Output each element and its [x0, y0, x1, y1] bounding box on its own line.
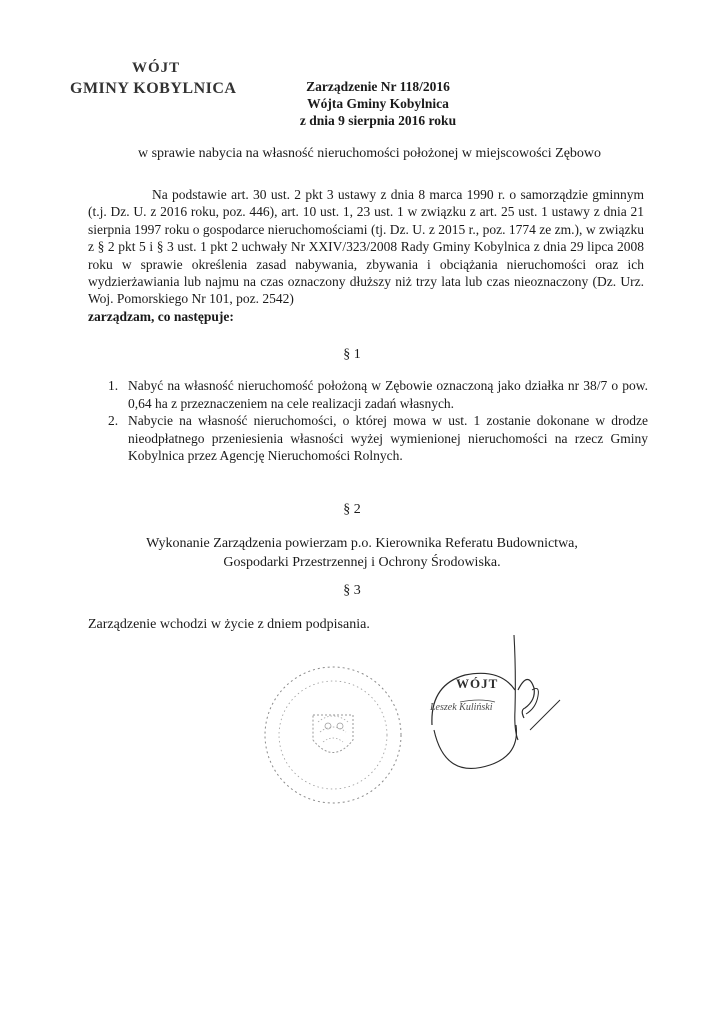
legal-basis-text: Na podstawie art. 30 ust. 2 pkt 3 ustawy z dnia 8 marca 1990 r. o samorządzie gminnym (t.j. Dz. U. z 2016 roku, poz. 446), art. 10 ust. 1, 23 ust. 1 w związku z art. 25 ust. 1 ustawy z dnia 21 sierpnia 1997 roku o gospodarce nieruchomościami (tj. Dz. U. z 2015 r., poz. 1774 ze zm.), w związku z § 2 pkt 5 i § 3 ust. 1 pkt 2 uchwały Nr XXIV/323/2008 Rady Gminy Kobylnica z dnia 29 lipca 2008 roku w sprawie określenia zasad nabywania, zbywania i obciążania nieruchomości oraz ich wydzierżawiania lub najmu na czas oznaczony dłuższy niż trzy lata lub czas nieoznaczony (Dz. Urz. Woj. Pomorskiego Nr 101, poz. 2542): [88, 187, 644, 307]
list-item-text: Nabycie na własność nieruchomości, o której mowa w ust. 1 zostanie dokonane w drodze nieodpłatnego przeniesienia własności wyżej wymienionej nieruchomości na rzecz Gminy Kobylnica przez Agencję Nieruchomości Rolnych.: [128, 413, 648, 463]
title-line2: Wójta Gminy Kobylnica: [307, 96, 449, 111]
list-item: [108, 412, 648, 465]
section-3-mark: § 3: [343, 583, 361, 598]
header-stamp-line2: GMINY KOBYLNICA: [70, 80, 237, 97]
list-item-text: Nabyć na własność nieruchomość położoną w Zębowie oznaczoną jako działka nr 38/7 o pow. 0,64 ha z przeznaczeniem na cele realizacji zadań własnych.: [128, 378, 648, 411]
decree-statement: zarządzam, co następuje:: [88, 308, 234, 324]
section-2-line2: Gospodarki Przestrzennej i Ochrony Środowiska.: [223, 555, 501, 570]
signature-stamp-name: Leszek Kuliński: [430, 702, 493, 713]
official-seal: [258, 660, 408, 810]
header-stamp-line1: WÓJT: [132, 60, 181, 76]
list-item-number: 2.: [108, 413, 119, 428]
section-3-text: Zarządzenie wchodzi w życie z dniem podpisania.: [88, 617, 370, 632]
list-item-number: 1.: [108, 378, 119, 393]
legal-basis: [88, 186, 644, 325]
section-1-list: [108, 377, 648, 465]
section-1-mark: § 1: [343, 347, 361, 362]
section-2-line1: Wykonanie Zarządzenia powierzam p.o. Kierownika Referatu Budownictwa,: [146, 536, 578, 551]
document-subject: w sprawie nabycia na własność nieruchomości położonej w miejscowości Zębowo: [138, 146, 602, 161]
handwritten-signature: [420, 630, 590, 800]
section-2-mark: § 2: [343, 502, 361, 517]
section-2-text: [0, 534, 724, 572]
document-title: [268, 78, 488, 129]
signature-stamp-title: WÓJT: [456, 676, 499, 691]
list-item: [108, 377, 648, 412]
signature-stamp: [420, 630, 590, 800]
title-line1: Zarządzenie Nr 118/2016: [306, 79, 450, 94]
title-line3: z dnia 9 sierpnia 2016 roku: [299, 113, 457, 128]
